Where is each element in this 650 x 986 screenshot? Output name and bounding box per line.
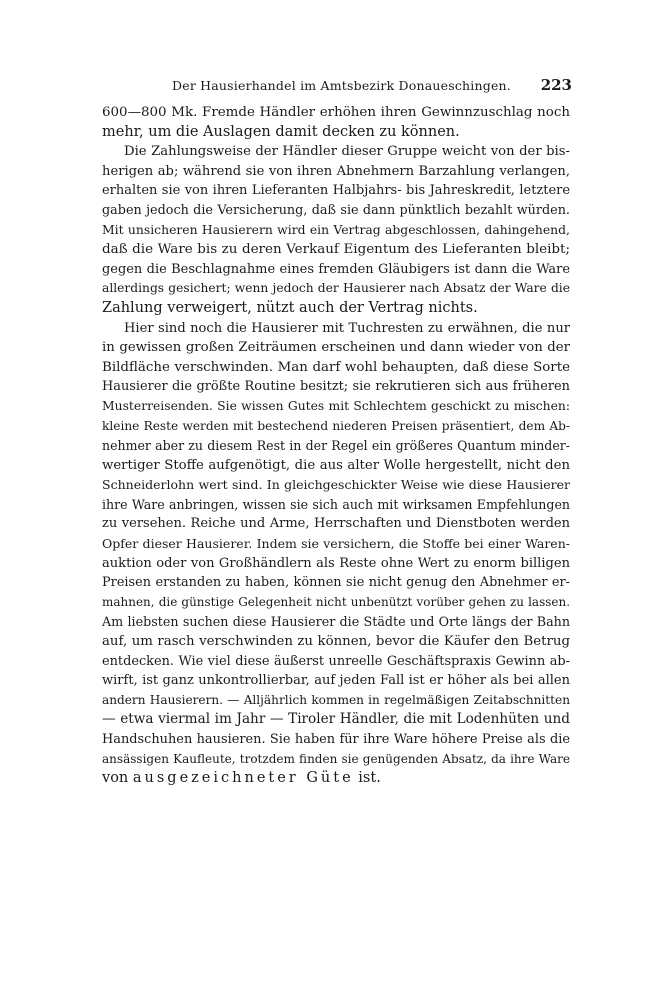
text-line: Zahlung verweigert, nützt auch der Vertrag nichts. — [102, 299, 478, 316]
text-line: andern Hausierern. — Alljährlich kommen in regelmäßigen Zeitabschnitten — [102, 692, 570, 707]
text-line: auf, um rasch verschwinden zu können, bevor die Käufer den Betrug — [102, 634, 570, 650]
text-line: daß die Ware bis zu deren Verkauf Eigentum des Lieferanten bleibt; — [102, 241, 570, 258]
text-line: wirft, ist ganz unkontrollierbar, auf jeden Fall ist er höher als bei allen — [102, 673, 570, 689]
text-line: Bildfläche verschwinden. Man darf wohl behaupten, daß diese Sorte — [102, 359, 570, 375]
running-header — [102, 76, 572, 98]
text-line: Preisen erstanden zu haben, können sie nicht genug den Abnehmer er- — [102, 575, 570, 591]
text-line: Mit unsicheren Hausierern wird ein Vertrag abgeschlossen, dahingehend, — [102, 222, 570, 237]
paragraph-2 — [102, 142, 570, 318]
paragraph-1 — [102, 103, 570, 142]
text-line: ansässigen Kaufleute, trotzdem finden sie genügenden Absatz, da ihre Ware — [102, 751, 570, 766]
text-line: zu versehen. Reiche und Arme, Herrschaften und Dienstboten werden — [102, 516, 570, 532]
text-line: wertiger Stoffe aufgenötigt, die aus alter Wolle hergestellt, nicht den — [102, 457, 570, 473]
text-line: gegen die Beschlagnahme eines fremden Gläubigers ist dann die Ware — [102, 261, 570, 277]
paragraph-3 — [102, 319, 570, 789]
page-number: 223 — [540, 76, 572, 94]
body-text — [102, 103, 570, 789]
text-line: Schneiderlohn wert sind. In gleichgeschickter Weise wie diese Hausierer — [102, 477, 570, 493]
text-line: kleine Reste werden mit bestechend niederen Preisen präsentiert, dem Ab- — [102, 418, 570, 433]
text-line: Musterreisenden. Sie wissen Gutes mit Schlechtem geschickt zu mischen: — [102, 398, 570, 413]
text-line: 600—800 Mk. Fremde Händler erhöhen ihren Gewinnzuschlag noch — [102, 105, 570, 120]
text-line: mahnen, die günstige Gelegenheit nicht unbenützt vorüber gehen zu lassen. — [102, 594, 570, 609]
text-line: erhalten sie von ihren Lieferanten Halbjahrs- bis Jahreskredit, letztere — [102, 183, 570, 199]
text-line: Hausierer die größte Routine besitzt; sie rekrutieren sich aus früheren — [102, 379, 570, 395]
text-line: herigen ab; während sie von ihren Abnehmern Barzahlung verlangen, — [102, 163, 570, 179]
text-line: gaben jedoch die Versicherung, daß sie dann pünktlich bezahlt würden. — [102, 202, 570, 218]
text-line: in gewissen großen Zeiträumen erscheinen und dann wieder von der — [102, 340, 570, 356]
text-line: Am liebsten suchen diese Hausierer die Städte und Orte längs der Bahn — [102, 614, 570, 630]
text-line: Hier sind noch die Hausierer mit Tuchresten zu erwähnen, die nur — [124, 320, 570, 336]
text-line: nehmer aber zu diesem Rest in der Regel ein größeres Quantum minder- — [102, 438, 570, 454]
text-line-closing — [102, 769, 570, 789]
text-line: allerdings gesichert; wenn jedoch der Hausierer nach Absatz der Ware die — [102, 281, 570, 296]
closing-prefix: von — [102, 770, 133, 787]
closing-suffix: ist. — [353, 770, 381, 787]
text-line: mehr, um die Auslagen damit decken zu können. — [102, 123, 460, 140]
text-line: Die Zahlungsweise der Händler dieser Gruppe weicht von der bis- — [124, 144, 570, 160]
running-title: Der Hausierhandel im Amtsbezirk Donaueschingen. — [172, 78, 511, 93]
text-line: — etwa viermal im Jahr — Tiroler Händler, die mit Lodenhüten und — [102, 711, 570, 728]
text-line: Handschuhen hausieren. Sie haben für ihre Ware höhere Preise als die — [102, 732, 570, 747]
text-line: auktion oder von Großhändlern als Reste ohne Wert zu enorm billigen — [102, 555, 570, 571]
text-line: entdecken. Wie viel diese äußerst unreelle Geschäftspraxis Gewinn ab- — [102, 653, 570, 669]
spaced-emphasis: ausgezeichneter Güte — [132, 770, 354, 787]
text-line: Opfer dieser Hausierer. Indem sie versichern, die Stoffe bei einer Waren- — [102, 536, 570, 552]
text-line: ihre Ware anbringen, wissen sie sich auch mit wirksamen Empfehlungen — [102, 496, 570, 512]
